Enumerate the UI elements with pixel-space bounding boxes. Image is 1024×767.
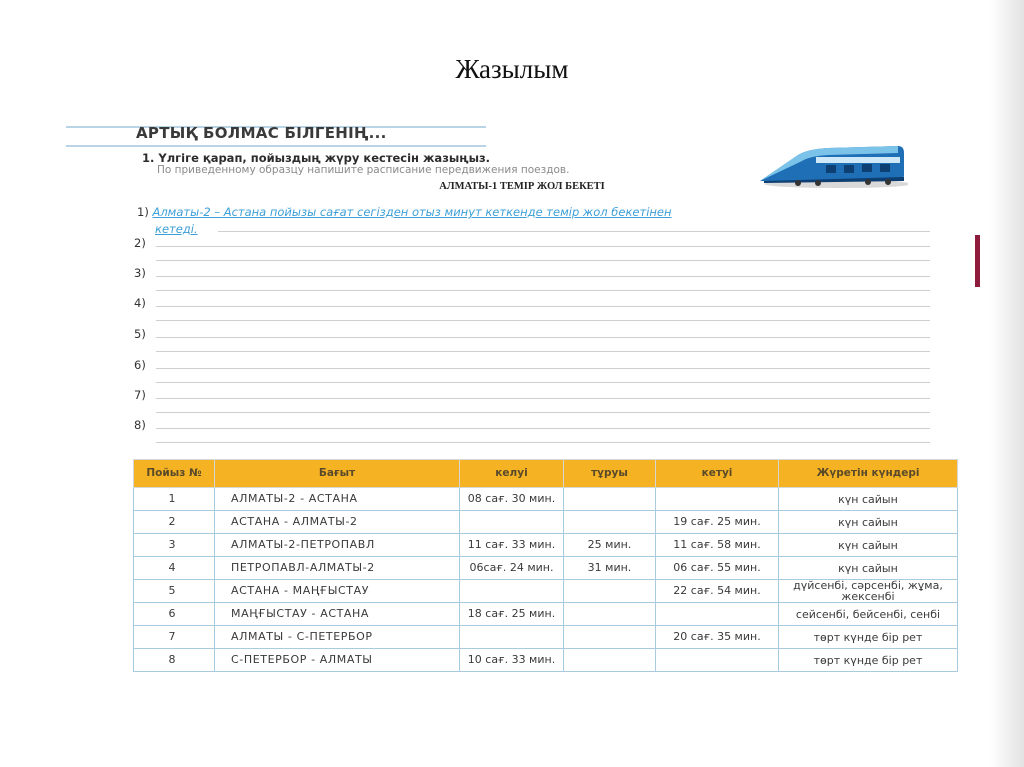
table-row bbox=[134, 488, 958, 511]
writing-line bbox=[156, 276, 930, 277]
arrival bbox=[460, 626, 564, 649]
departure: 06 сағ. 55 мин. bbox=[656, 557, 779, 580]
writing-line bbox=[156, 368, 930, 369]
stop bbox=[564, 488, 656, 511]
departure: 22 сағ. 54 мин. bbox=[656, 580, 779, 603]
writing-line bbox=[156, 320, 930, 321]
line-number: 2) bbox=[134, 236, 146, 250]
header-route: Бағыт bbox=[215, 460, 460, 488]
line-number: 8) bbox=[134, 418, 146, 432]
route: АЛМАТЫ - С-ПЕТЕРБОР bbox=[215, 626, 460, 649]
line-number: 7) bbox=[134, 388, 146, 402]
table-row bbox=[134, 626, 958, 649]
header-train-number: Пойыз № bbox=[134, 460, 215, 488]
writing-line bbox=[156, 246, 930, 247]
arrival: 18 сағ. 25 мин. bbox=[460, 603, 564, 626]
slide-title: Жазылым bbox=[455, 54, 569, 84]
timetable-header-row bbox=[134, 460, 958, 488]
writing-line bbox=[156, 351, 930, 352]
route: ПЕТРОПАВЛ-АЛМАТЫ-2 bbox=[215, 557, 460, 580]
stop bbox=[564, 511, 656, 534]
arrival: 11 сағ. 33 мин. bbox=[460, 534, 564, 557]
writing-line bbox=[156, 260, 930, 261]
departure: 11 сағ. 58 мин. bbox=[656, 534, 779, 557]
train-number: 5 bbox=[134, 580, 215, 603]
train-number: 2 bbox=[134, 511, 215, 534]
stop: 31 мин. bbox=[564, 557, 656, 580]
line-number: 6) bbox=[134, 358, 146, 372]
task-instruction: 1. Үлгіге қарап, пойыздың жүру кестесін жазыңыз. bbox=[142, 151, 491, 165]
days: күн сайын bbox=[779, 511, 958, 534]
route: АСТАНА - АЛМАТЫ-2 bbox=[215, 511, 460, 534]
arrival bbox=[460, 511, 564, 534]
writing-line bbox=[156, 398, 930, 399]
writing-line bbox=[156, 306, 930, 307]
departure bbox=[656, 649, 779, 672]
table-row bbox=[134, 534, 958, 557]
departure bbox=[656, 603, 779, 626]
box-bottom-rule bbox=[66, 145, 486, 147]
train-number: 1 bbox=[134, 488, 215, 511]
example-text-continued: кетеді. bbox=[155, 222, 198, 236]
train-timetable bbox=[133, 459, 958, 672]
slide-edge-shadow bbox=[990, 0, 1024, 767]
train-number: 4 bbox=[134, 557, 215, 580]
task-instruction-ru: По приведенному образцу напишите расписание передвижения поездов. bbox=[157, 164, 570, 176]
arrival: 10 сағ. 33 мин. bbox=[460, 649, 564, 672]
line-number: 4) bbox=[134, 296, 146, 310]
days: күн сайын bbox=[779, 557, 958, 580]
train-number: 6 bbox=[134, 603, 215, 626]
train-number: 8 bbox=[134, 649, 215, 672]
stop bbox=[564, 580, 656, 603]
days: дүйсенбі, сәрсенбі, жұма, жексенбі bbox=[779, 580, 958, 603]
writing-line bbox=[156, 337, 930, 338]
example-answer bbox=[137, 204, 937, 238]
line-number: 5) bbox=[134, 327, 146, 341]
days: сейсенбі, бейсенбі, сенбі bbox=[779, 603, 958, 626]
writing-line bbox=[156, 382, 930, 383]
days: төрт күнде бір рет bbox=[779, 649, 958, 672]
writing-line bbox=[156, 442, 930, 443]
departure bbox=[656, 488, 779, 511]
writing-line bbox=[156, 290, 930, 291]
route: С-ПЕТЕРБОР - АЛМАТЫ bbox=[215, 649, 460, 672]
station-heading: АЛМАТЫ-1 ТЕМІР ЖОЛ БЕКЕТІ bbox=[439, 181, 605, 192]
example-text: Алматы-2 – Астана пойызы сағат сегізден отыз минут кеткенде темір жол бекетінен bbox=[152, 205, 672, 219]
stop bbox=[564, 626, 656, 649]
train-number: 3 bbox=[134, 534, 215, 557]
route: МАҢҒЫСТАУ - АСТАНА bbox=[215, 603, 460, 626]
route: АСТАНА - МАҢҒЫСТАУ bbox=[215, 580, 460, 603]
exercise-box-title: АРТЫҚ БОЛМАС БІЛГЕНІҢ... bbox=[136, 124, 387, 142]
table-row bbox=[134, 603, 958, 626]
writing-line bbox=[156, 412, 930, 413]
table-row bbox=[134, 511, 958, 534]
line-number: 3) bbox=[134, 266, 146, 280]
arrival: 08 сағ. 30 мин. bbox=[460, 488, 564, 511]
train-number: 7 bbox=[134, 626, 215, 649]
route: АЛМАТЫ-2 - АСТАНА bbox=[215, 488, 460, 511]
route: АЛМАТЫ-2-ПЕТРОПАВЛ bbox=[215, 534, 460, 557]
days: күн сайын bbox=[779, 488, 958, 511]
header-arrival: келуі bbox=[460, 460, 564, 488]
stop: 25 мин. bbox=[564, 534, 656, 557]
header-departure: кетуі bbox=[656, 460, 779, 488]
writing-line bbox=[156, 428, 930, 429]
arrival: 06сағ. 24 мин. bbox=[460, 557, 564, 580]
days: күн сайын bbox=[779, 534, 958, 557]
table-row bbox=[134, 557, 958, 580]
table-row bbox=[134, 580, 958, 603]
slide-marker-bar bbox=[975, 235, 980, 287]
arrival bbox=[460, 580, 564, 603]
departure: 19 сағ. 25 мин. bbox=[656, 511, 779, 534]
header-days: Жүретін күндері bbox=[779, 460, 958, 488]
stop bbox=[564, 649, 656, 672]
stop bbox=[564, 603, 656, 626]
header-stop: тұруы bbox=[564, 460, 656, 488]
days: төрт күнде бір рет bbox=[779, 626, 958, 649]
example-number: 1) bbox=[137, 205, 149, 219]
table-row bbox=[134, 649, 958, 672]
departure: 20 сағ. 35 мин. bbox=[656, 626, 779, 649]
writing-line bbox=[218, 231, 930, 232]
